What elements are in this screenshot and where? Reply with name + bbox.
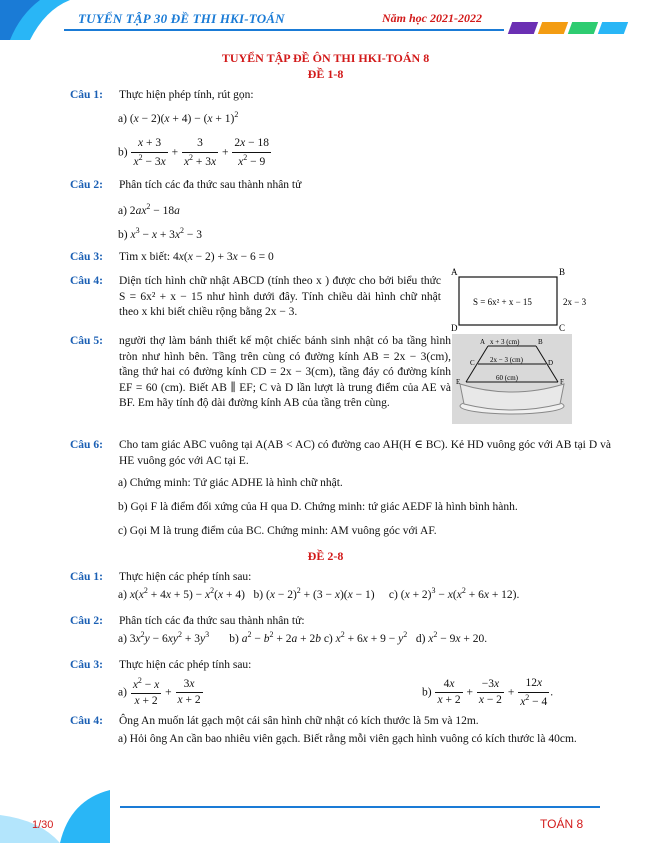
rectangle-abcd-figure <box>451 267 641 331</box>
svg-text:E: E <box>456 378 461 386</box>
svg-text:B: B <box>559 267 566 277</box>
header-collection-title: TUYỂN TẬP 30 ĐỀ THI HKI-TOÁN <box>78 11 285 26</box>
svg-text:B: B <box>538 338 543 346</box>
svg-text:F: F <box>560 378 564 386</box>
header-cyan-block <box>598 22 628 34</box>
de1-q6c: c) Gọi M là trung điểm của BC. Chứng minh: AM vuông góc với AF. <box>118 525 437 537</box>
footer-subject: TOÁN 8 <box>540 817 584 831</box>
header-wave-decoration <box>0 0 80 40</box>
header-purple-block <box>508 22 538 34</box>
header-school-year: Năm học 2021-2022 <box>382 11 482 25</box>
cake-figure <box>452 334 572 424</box>
de1-q1a: a) $(x - 2)(x + 4) - (x + 1)^2$ <box>118 110 239 125</box>
header-orange-block <box>538 22 568 34</box>
de2-q2-parts: a) $3x^2y - 6xy^2 + 3y^3$ b) $a^2 - b^2 + 2a + 2b$ c) $x^2 + 6x + 9 - y^2$ d) $x^2 - 9x + 20$. <box>118 630 488 645</box>
svg-text:A: A <box>451 267 458 277</box>
svg-text:D: D <box>548 359 554 367</box>
svg-text:A: A <box>480 338 486 346</box>
header-green-block <box>568 22 598 34</box>
svg-text:S = 6x² + x − 15: S = 6x² + x − 15 <box>473 297 532 307</box>
de1-q6b: b) Gọi F là điểm đối xứng của H qua D. Chứng minh: tứ giác AEDF là hình bình hành. <box>118 501 518 513</box>
document-title: TUYỂN TẬP ĐỀ ÔN THI HKI-TOÁN 8 <box>221 51 430 65</box>
de1-q2b: b) $x^3 - x + 3x^2 - 3$ <box>118 226 203 241</box>
page-header <box>0 0 651 40</box>
de2-title: ĐỀ 2-8 <box>307 549 344 563</box>
de1-q6a: a) Chứng minh: Tứ giác ADHE là hình chữ nhật. <box>118 477 343 489</box>
svg-text:C: C <box>559 323 566 331</box>
svg-text:C: C <box>470 359 475 367</box>
footer-rule <box>120 806 600 808</box>
de1-title: ĐỀ 1-8 <box>307 67 344 81</box>
header-rule <box>64 29 504 31</box>
svg-text:D: D <box>451 323 458 331</box>
svg-text:2x − 3: 2x − 3 <box>563 297 587 307</box>
page-number: 1/30 <box>32 819 54 831</box>
footer-wave-decoration <box>0 790 110 843</box>
de2-q4a: a) Hỏi ông An cần bao nhiêu viên gạch. Biết rằng mỗi viên gạch hình vuông có kích thước là 40cm. <box>118 733 577 745</box>
de1-q2a: a) $2ax^2 - 18a$ <box>118 202 180 217</box>
de2-q3a: a) $\frac{x^2 - x}{x + 2}$ + $\frac{3x}{x + 2}$ <box>118 676 201 708</box>
de2-q3b: b) $\frac{4x}{x + 2}$ + $\frac{-3x}{x - 2}$ + $\frac{12x}{x^2 - 4}$ . <box>422 677 554 708</box>
svg-text:2x − 3 (cm): 2x − 3 (cm) <box>490 356 523 364</box>
question-label: Câu 1: <box>70 89 103 101</box>
question-text: Thực hiện phép tính, rút gọn: <box>119 89 254 101</box>
de1-q1b: b) $\frac{x + 3}{x^2 - 3x}$ + $\frac{3}{x^2 + 3x}$ + $\frac{2x - 18}{x^2 - 9}$ <box>118 137 270 168</box>
svg-text:60 (cm): 60 (cm) <box>496 374 518 382</box>
svg-text:x + 3 (cm): x + 3 (cm) <box>490 338 520 346</box>
de2-q1-parts: a) $x(x^2 + 4x + 5) - x^2(x + 4)$ b) $(x - 2)^2 + (3 - x)(x - 1)$ c) $(x + 2)^3 - x(x^2 + 6x + 12)$. <box>118 586 520 601</box>
